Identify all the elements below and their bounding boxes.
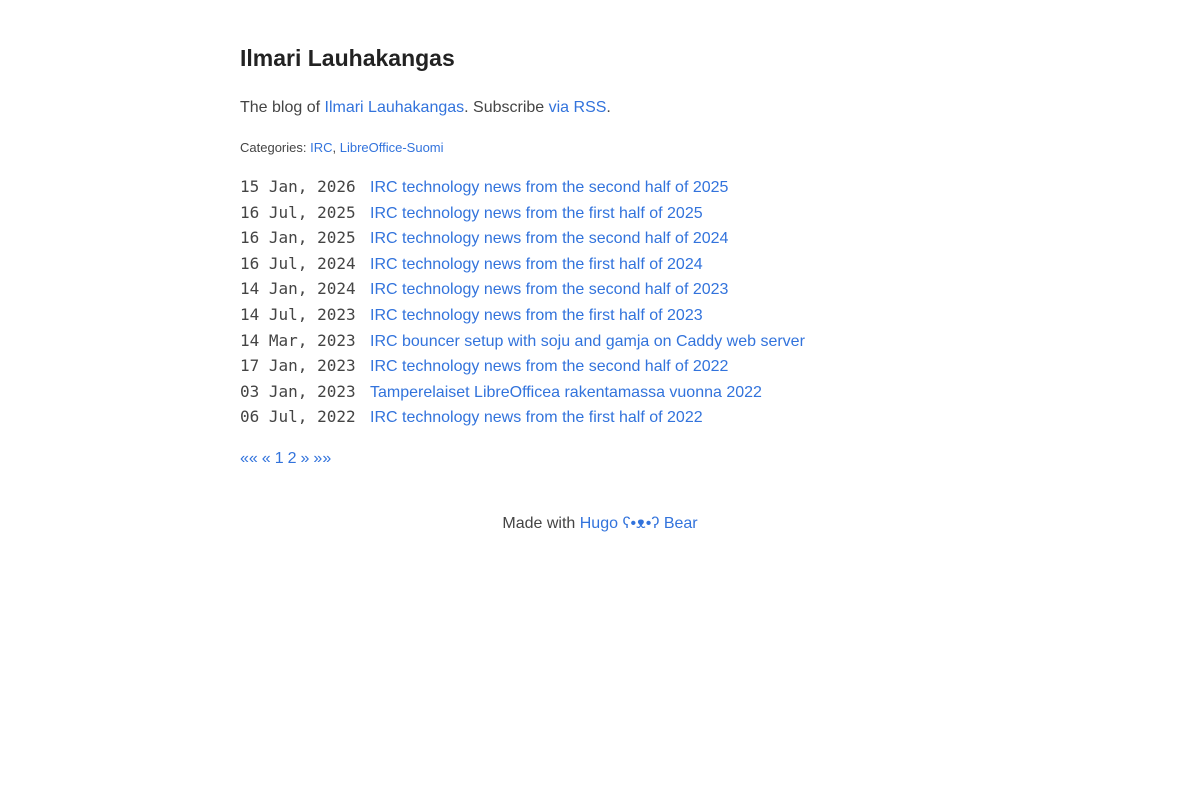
author-link[interactable]: Ilmari Lauhakangas [324,99,465,116]
categories-separator: , [332,140,340,155]
post-link[interactable]: IRC bouncer setup with soju and gamja on Caddy web server [370,332,805,350]
post-list-item [240,381,805,407]
post-date: 16 Jul, 2024 [240,253,356,273]
post-link[interactable]: IRC technology news from the second half of 2024 [370,230,729,248]
post-date: 06 Jul, 2022 [240,407,356,427]
post-date: 03 Jan, 2023 [240,381,356,401]
post-date: 16 Jan, 2025 [240,228,356,248]
post-date: 14 Jan, 2024 [240,279,356,299]
site-title[interactable] [240,42,455,74]
post-list-item [240,202,805,228]
post-list-item [240,304,805,330]
rss-link[interactable]: via RSS [548,99,607,116]
pagination-prev-link[interactable]: « [261,450,271,467]
post-link[interactable]: IRC technology news from the first half of 2022 [370,409,703,427]
post-link[interactable]: IRC technology news from the first half of 2023 [370,306,703,324]
post-link[interactable]: IRC technology news from the first half of 2025 [370,204,703,222]
categories-label: Categories: [240,140,311,155]
post-list-item [240,355,805,381]
categories [240,139,444,156]
post-list-item [240,227,805,253]
bear-theme-link[interactable]: ʕ•ᴥ•ʔ Bear [622,515,698,532]
intro-middle: . Subscribe [464,99,549,116]
post-list [240,176,805,432]
post-link[interactable]: IRC technology news from the first half of 2024 [370,255,703,273]
intro-text [240,98,611,118]
pagination-page-2-link[interactable]: 2 [287,450,297,467]
post-list-item [240,176,805,202]
site-title-text[interactable]: Ilmari Lauhakangas [240,45,455,71]
category-link-libreoffice-suomi[interactable]: LibreOffice-Suomi [339,140,444,155]
post-link[interactable]: IRC technology news from the second half of 2025 [370,179,729,196]
pagination-last-link[interactable]: »» [313,450,332,467]
intro-suffix: . [606,99,611,116]
post-list-item [240,253,805,279]
post-link[interactable]: IRC technology news from the second half of 2023 [370,281,729,299]
post-list-item [240,278,805,304]
pagination-page-1-link[interactable]: 1 [274,450,284,467]
pagination [240,449,335,469]
post-date: 17 Jan, 2023 [240,356,356,376]
category-link-irc[interactable]: IRC [310,140,333,155]
post-link[interactable]: Tamperelaiset LibreOfficea rakentamassa vuonna 2022 [370,383,762,401]
pagination-next-link[interactable]: » [300,450,310,467]
post-link[interactable]: IRC technology news from the second half of 2022 [370,358,729,376]
footer-prefix: Made with [502,515,580,532]
post-date: 14 Mar, 2023 [240,330,356,350]
post-list-item [240,406,805,432]
pagination-first-link[interactable]: «« [240,450,258,467]
post-list-item [240,330,805,356]
post-date: 16 Jul, 2025 [240,202,356,222]
intro-prefix: The blog of [240,99,325,116]
post-date: 15 Jan, 2026 [240,177,356,196]
footer [0,514,1200,534]
hugo-link[interactable]: Hugo [579,515,618,532]
post-date: 14 Jul, 2023 [240,304,356,324]
